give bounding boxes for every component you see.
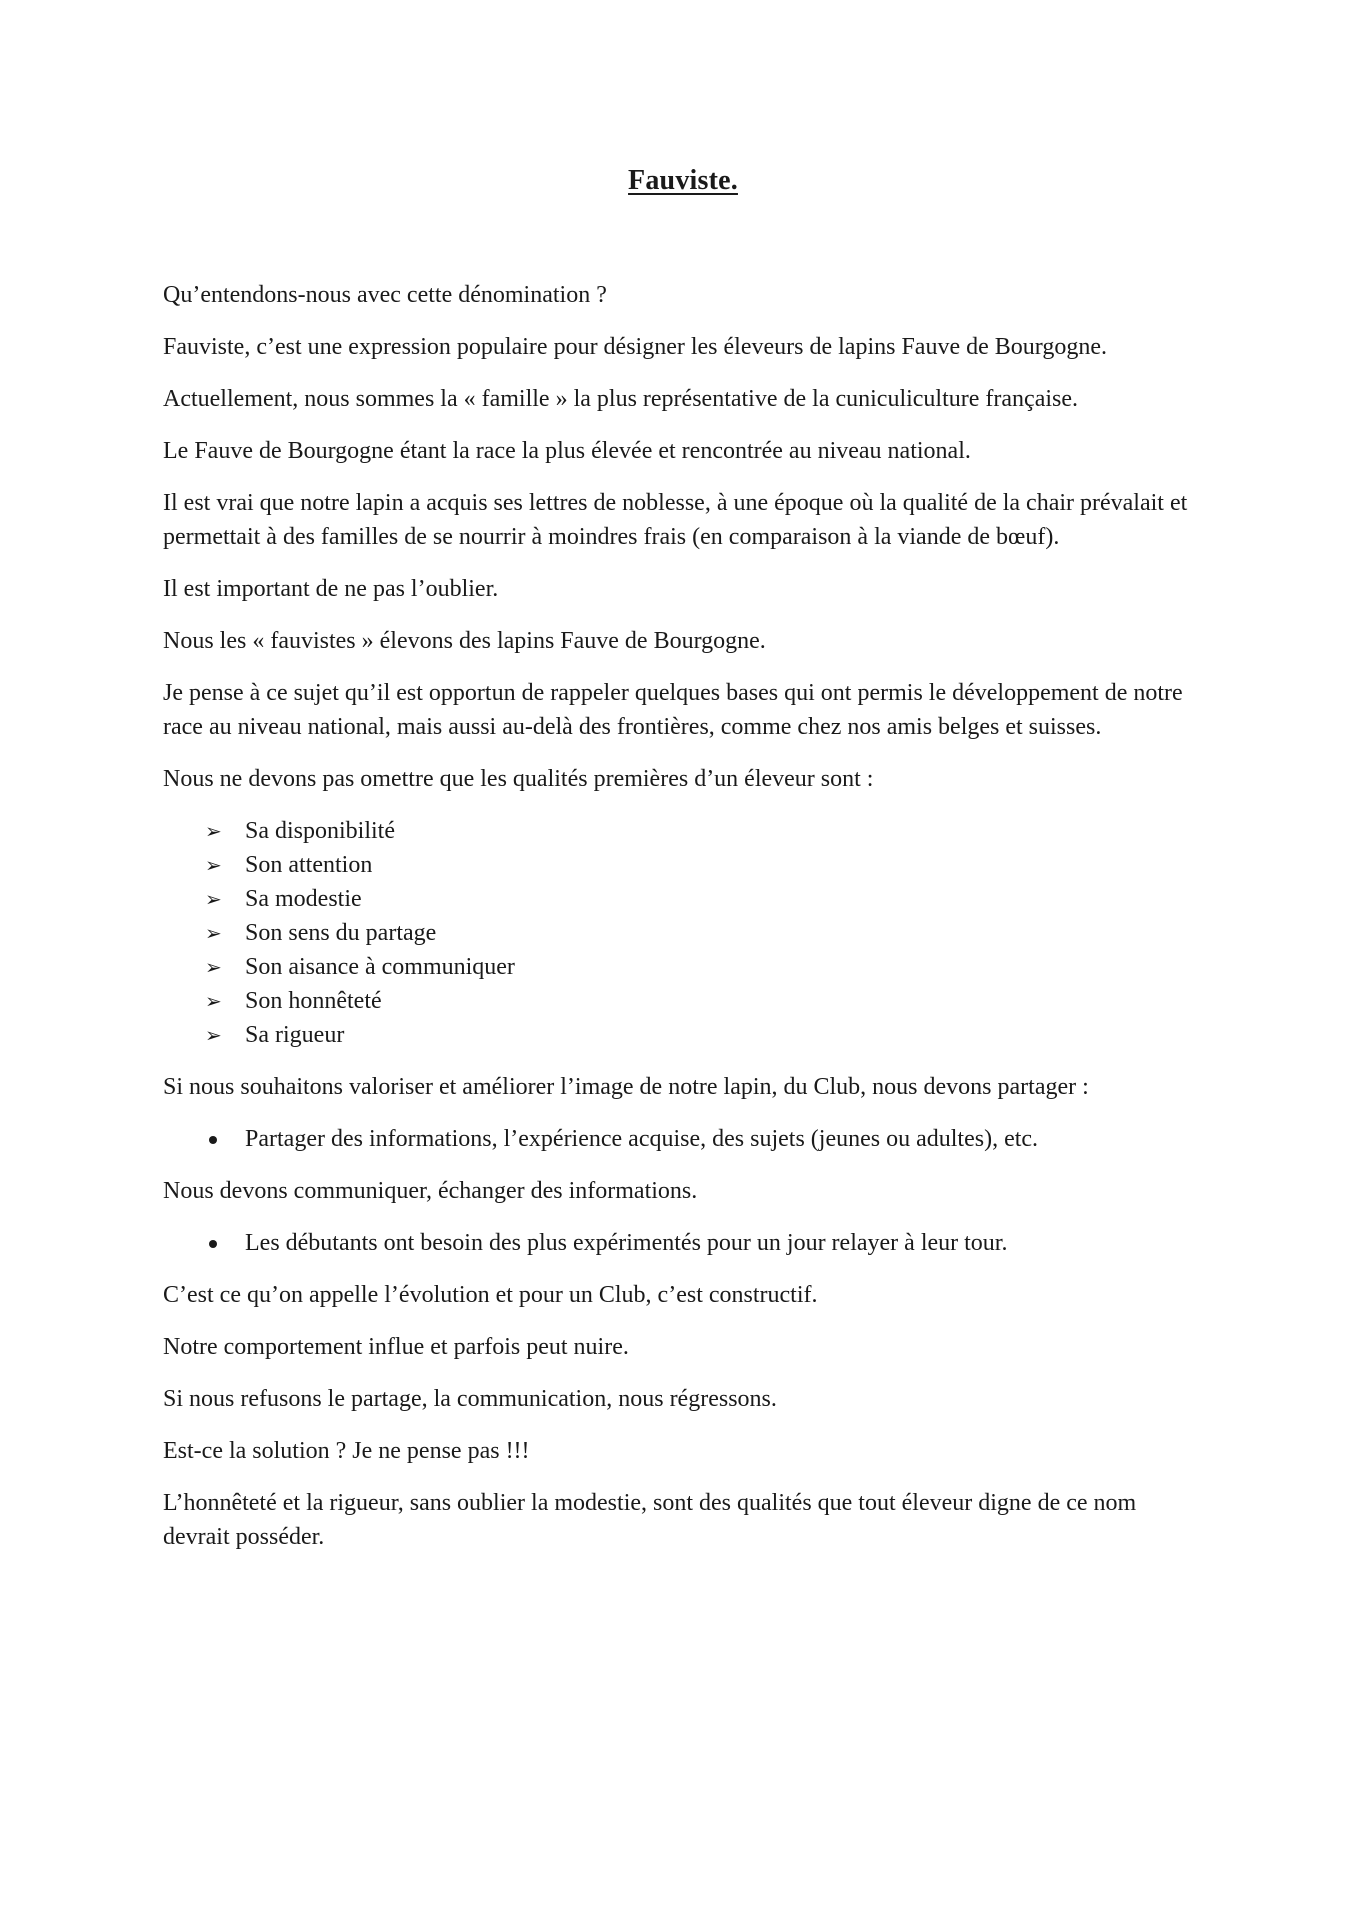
list-item — [163, 882, 1203, 916]
qualities-list — [163, 814, 1203, 1052]
paragraph: Est-ce la solution ? Je ne pense pas !!! — [163, 1438, 530, 1464]
document-page — [163, 0, 1203, 1920]
arrow-bullet-icon: ➢ — [205, 853, 222, 877]
paragraph: Fauviste, c’est une expression populaire pour désigner les éleveurs de lapins Fauve de Bourgogne. — [163, 334, 1107, 360]
list-item — [163, 814, 1203, 848]
list-item-text: Les débutants ont besoin des plus expérimentés pour un jour relayer à leur tour. — [245, 1230, 1008, 1256]
list-item — [163, 1018, 1203, 1052]
list-item — [163, 1122, 1203, 1156]
paragraph: Il est important de ne pas l’oublier. — [163, 576, 499, 602]
list-item — [163, 984, 1203, 1018]
paragraph: Nous les « fauvistes » élevons des lapins Fauve de Bourgogne. — [163, 628, 766, 654]
arrow-bullet-icon: ➢ — [205, 921, 222, 945]
list-item-text: Sa modestie — [245, 886, 362, 912]
bullet-dot-icon — [209, 1240, 217, 1248]
list-item-text: Son aisance à communiquer — [245, 954, 515, 980]
paragraph: Nous ne devons pas omettre que les qualités premières d’un éleveur sont : — [163, 766, 874, 792]
list-item-text: Partager des informations, l’expérience acquise, des sujets (jeunes ou adultes), etc. — [245, 1126, 1039, 1152]
list-item-text: Sa disponibilité — [245, 818, 395, 844]
arrow-bullet-icon: ➢ — [205, 887, 222, 911]
share-list — [163, 1122, 1203, 1156]
paragraph: L’honnêteté et la rigueur, sans oublier la modestie, sont des qualités que tout éleveur digne de ce nom devrait posséder. — [163, 1490, 1137, 1550]
paragraph: Si nous souhaitons valoriser et améliorer l’image de notre lapin, du Club, nous devons partager : — [163, 1074, 1089, 1100]
list-item — [163, 1226, 1203, 1260]
list-item-text: Son sens du partage — [245, 920, 437, 946]
arrow-bullet-icon: ➢ — [205, 819, 222, 843]
list-item — [163, 916, 1203, 950]
page-title: Fauviste. — [628, 165, 738, 196]
arrow-bullet-icon: ➢ — [205, 989, 222, 1013]
list-item — [163, 848, 1203, 882]
document-body — [163, 278, 1203, 1572]
paragraph: Le Fauve de Bourgogne étant la race la plus élevée et rencontrée au niveau national. — [163, 438, 971, 464]
arrow-bullet-icon: ➢ — [205, 955, 222, 979]
paragraph: Nous devons communiquer, échanger des informations. — [163, 1178, 698, 1204]
arrow-bullet-icon: ➢ — [205, 1023, 222, 1047]
beginners-list — [163, 1226, 1203, 1260]
list-item-text: Sa rigueur — [245, 1022, 345, 1048]
paragraph: C’est ce qu’on appelle l’évolution et pour un Club, c’est constructif. — [163, 1282, 818, 1308]
list-item-text: Son attention — [245, 852, 373, 878]
paragraph: Notre comportement influe et parfois peut nuire. — [163, 1334, 629, 1360]
paragraph: Si nous refusons le partage, la communication, nous régressons. — [163, 1386, 777, 1412]
paragraph: Actuellement, nous sommes la « famille » la plus représentative de la cuniculiculture française. — [163, 386, 1079, 412]
paragraph: Je pense à ce sujet qu’il est opportun de rappeler quelques bases qui ont permis le développement de notre race au niveau national, mais aussi au-delà des frontières, comme chez nos amis belges et suisses. — [163, 680, 1183, 740]
bullet-dot-icon — [209, 1136, 217, 1144]
list-item-text: Son honnêteté — [245, 988, 382, 1014]
list-item — [163, 950, 1203, 984]
paragraph: Qu’entendons-nous avec cette dénomination ? — [163, 282, 607, 308]
paragraph: Il est vrai que notre lapin a acquis ses lettres de noblesse, à une époque où la qualité de la chair prévalait et permettait à des familles de se nourrir à moindres frais (en comparaison à la viande de bœuf). — [163, 490, 1188, 550]
